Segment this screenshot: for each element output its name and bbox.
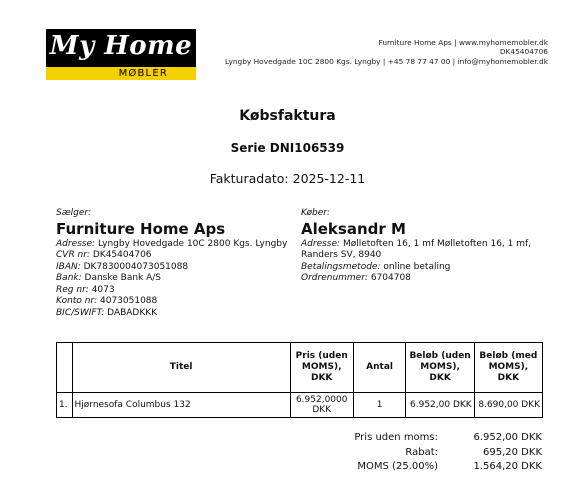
seller-heading: Sælger: [56, 208, 92, 218]
cell-amount-inc: 8.690,00 DKK [474, 393, 542, 418]
vat-label: MOMS (25.00%) [357, 461, 438, 472]
seller-iban: IBAN: DK7830004073051088 [56, 261, 189, 272]
buyer-block [301, 208, 531, 285]
buyer-address: Adresse: Mølletoften 16, 1 mf Mølletoften 16, 1 mf, [301, 238, 532, 249]
cell-amount-ex: 6.952,00 DKK [406, 393, 474, 418]
table-header-row [57, 343, 543, 393]
col-header-no [57, 343, 73, 393]
cell-qty: 1 [353, 393, 406, 418]
logo-subtitle: MØBLER [118, 68, 168, 79]
col-header-qty: Antal [353, 343, 406, 393]
buyer-address-2: Randers SV, 8940 [301, 250, 382, 260]
buyer-payment: Betalingsmetode: online betaling [301, 261, 451, 272]
cell-title: Hjørnesofa Columbus 132 [72, 393, 290, 418]
company-logo [46, 29, 196, 80]
invoice-series: Serie DNI106539 [230, 141, 345, 155]
totals-vat-row [354, 460, 542, 475]
seller-reg: Reg nr: 4073 [56, 284, 115, 295]
buyer-name: Aleksandr M [301, 219, 406, 238]
cell-no: 1. [57, 393, 73, 418]
table-row [57, 393, 543, 418]
totals-discount-row [354, 446, 542, 461]
invoice-title: Købsfaktura [239, 108, 336, 124]
buyer-heading: Køber: [301, 208, 330, 218]
header-cvr: DK45404706 [499, 47, 548, 56]
header-company-web: Furniture Home Aps | www.myhomemobler.dk [378, 38, 548, 47]
seller-bank: Bank: Danske Bank A/S [56, 273, 162, 283]
seller-address: Adresse: Lyngby Hovedgade 10C 2800 Kgs. Lyngby [56, 238, 288, 249]
cell-price: 6.952,0000 DKK [290, 393, 353, 418]
vat-value: 1.564,20 DKK [473, 461, 542, 472]
col-header-amount-ex: Beløb (uden MOMS), DKK [406, 343, 474, 393]
logo-band [46, 67, 196, 80]
seller-bic: BIC/SWIFT: DABADKKK [56, 307, 158, 318]
discount-label: Rabat: [405, 446, 438, 458]
totals-subtotal-row [354, 431, 542, 446]
header-contact: Lyngby Hovedgade 10C 2800 Kgs. Lyngby | +45 78 77 47 00 | info@myhomemobler.dk [225, 57, 548, 66]
totals-block [354, 431, 542, 475]
subtotal-label: Pris uden moms: [354, 432, 438, 443]
discount-value: 695,20 DKK [483, 446, 542, 458]
logo-title: My Home [49, 31, 193, 61]
seller-name: Furniture Home Aps [56, 219, 226, 238]
col-header-amount-inc: Beløb (med MOMS), DKK [474, 343, 542, 393]
seller-block [56, 208, 287, 319]
seller-cvr: CVR nr: DK45404706 [56, 250, 152, 260]
invoice-date: Fakturadato: 2025-12-11 [209, 171, 366, 186]
buyer-order: Ordrenummer: 6704708 [301, 273, 411, 283]
items-table [56, 342, 543, 418]
col-header-price: Pris (uden MOMS), DKK [290, 343, 353, 393]
seller-konto: Konto nr: 4073051088 [56, 296, 158, 306]
col-header-title: Titel [72, 343, 290, 393]
subtotal-value: 6.952,00 DKK [473, 432, 542, 443]
